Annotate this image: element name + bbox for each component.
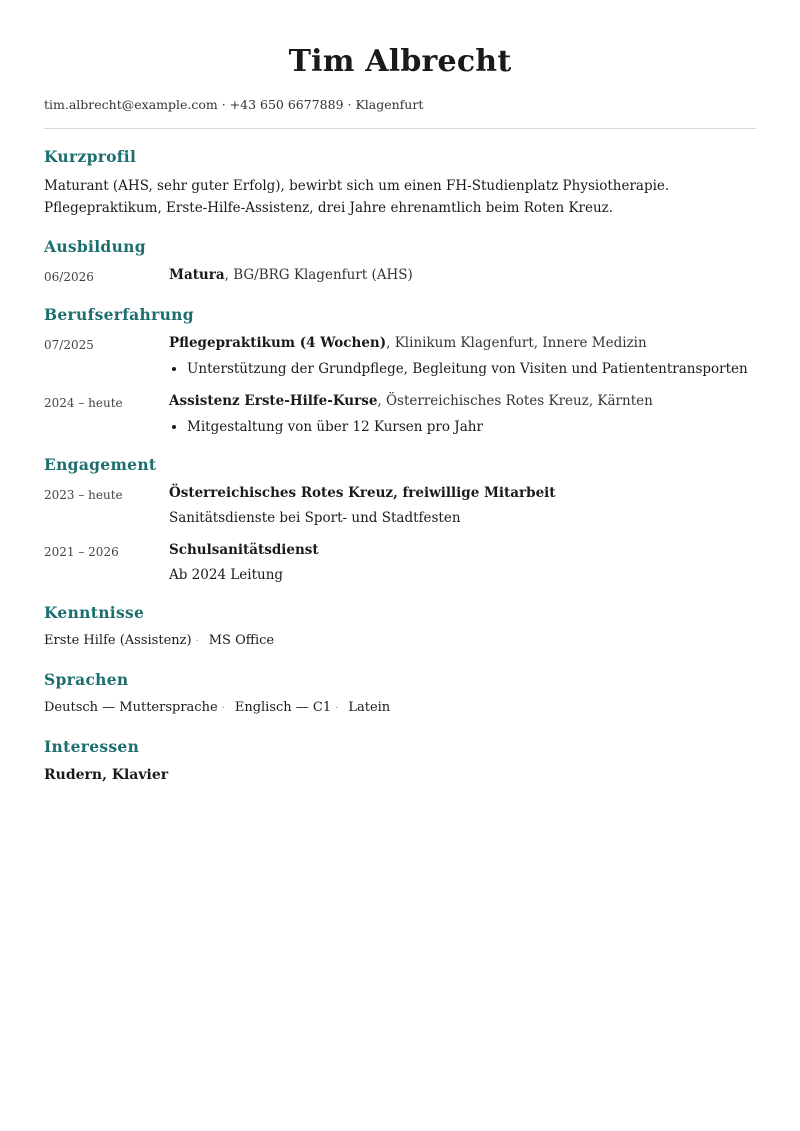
entry-detail: Sanitätsdienste bei Sport- und Stadtfesten bbox=[169, 510, 461, 526]
bullet-item: • Mitgestaltung von über 12 Kursen pro Jahr bbox=[187, 417, 756, 437]
section-title-kenntnisse: Kenntnisse bbox=[44, 603, 145, 622]
languages-list bbox=[44, 698, 756, 719]
section-title-interessen: Interessen bbox=[44, 737, 140, 756]
engagement-entry bbox=[44, 483, 756, 528]
entry-content bbox=[169, 333, 756, 379]
section-title-berufserfahrung: Berufserfahrung bbox=[44, 305, 194, 324]
section-title-sprachen: Sprachen bbox=[44, 670, 129, 689]
entry-content bbox=[169, 483, 756, 528]
language-item: Latein bbox=[348, 700, 391, 715]
entry-org: , BG/BRG Klagenfurt (AHS) bbox=[224, 267, 413, 283]
section-title-ausbildung: Ausbildung bbox=[44, 237, 146, 256]
entry-date: 07/2025 bbox=[44, 338, 94, 352]
education-entry bbox=[44, 265, 756, 287]
separator-dot: · bbox=[195, 636, 199, 647]
entry-role: Matura bbox=[169, 267, 225, 283]
experience-entry bbox=[44, 391, 756, 437]
entry-content bbox=[169, 540, 756, 585]
entry-date: 2023 – heute bbox=[44, 488, 123, 502]
entry-date: 2024 – heute bbox=[44, 396, 123, 410]
entry-date: 06/2026 bbox=[44, 270, 94, 284]
header-divider bbox=[44, 128, 756, 129]
entry-bullets bbox=[169, 359, 756, 379]
entry-org: , Österreichisches Rotes Kreuz, Kärnten bbox=[377, 393, 653, 409]
entry-role: Pflegepraktikum (4 Wochen) bbox=[169, 335, 387, 351]
language-item: Deutsch — Muttersprache bbox=[44, 700, 218, 715]
skill-item: MS Office bbox=[208, 633, 275, 648]
entry-role: Österreichisches Rotes Kreuz, freiwillige Mitarbeit bbox=[169, 485, 556, 501]
experience-entry bbox=[44, 333, 756, 379]
engagement-entry bbox=[44, 540, 756, 585]
entry-content bbox=[169, 391, 756, 437]
entry-content bbox=[169, 265, 756, 287]
bullet-item: • Unterstützung der Grundpflege, Begleitung von Visiten und Patiententransporten bbox=[187, 359, 756, 379]
language-item: Englisch — C1 bbox=[234, 700, 332, 715]
entry-org: , Klinikum Klagenfurt, Innere Medizin bbox=[386, 335, 647, 351]
entry-date: 2021 – 2026 bbox=[44, 545, 119, 559]
section-title-engagement: Engagement bbox=[44, 455, 157, 474]
entry-role: Assistenz Erste-Hilfe-Kurse bbox=[169, 393, 378, 409]
entry-bullets bbox=[169, 417, 756, 437]
contact-line: tim.albrecht@example.com · +43 650 6677889 · Klagenfurt bbox=[44, 97, 424, 112]
interests-text: Rudern, Klavier bbox=[44, 767, 169, 783]
separator-dot: · bbox=[221, 703, 225, 714]
entry-role: Schulsanitätsdienst bbox=[169, 542, 319, 558]
candidate-name: Tim Albrecht bbox=[288, 44, 512, 79]
summary-text: Maturant (AHS, sehr guter Erfolg), bewirbt sich um einen FH-Studienplatz Physiotherapie. Pflegepraktikum, Erste-Hilfe-Assistenz, drei Jahre ehrenamtlich beim Roten Kreuz. bbox=[44, 178, 670, 216]
entry-detail: Ab 2024 Leitung bbox=[169, 567, 284, 583]
section-title-kurzprofil: Kurzprofil bbox=[44, 147, 137, 166]
separator-dot: · bbox=[335, 703, 339, 714]
skills-list bbox=[44, 631, 756, 652]
skill-item: Erste Hilfe (Assistenz) bbox=[44, 633, 192, 648]
